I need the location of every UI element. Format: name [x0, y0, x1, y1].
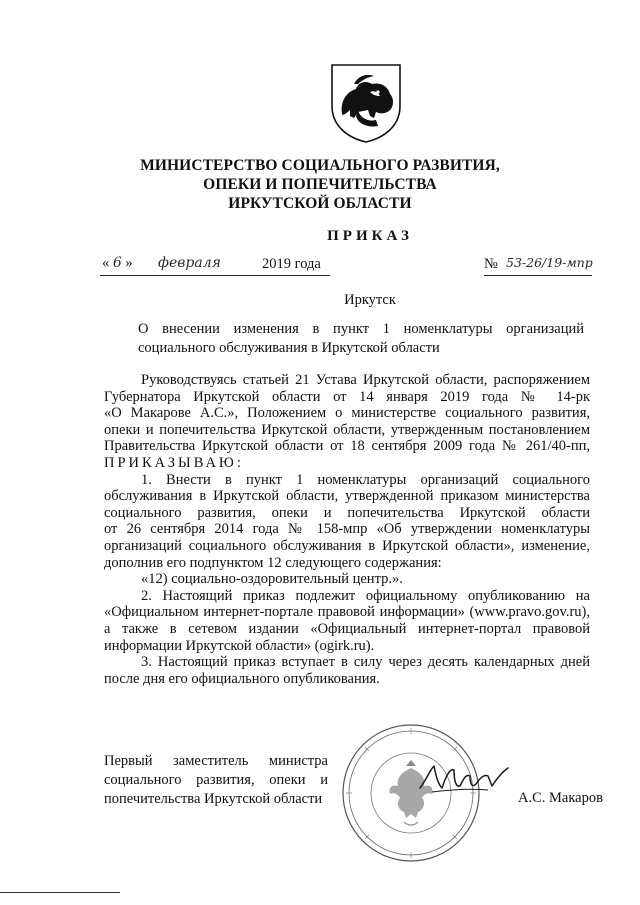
- ministry-line: ИРКУТСКОЙ ОБЛАСТИ: [228, 195, 412, 212]
- ministry-line: МИНИСТЕРСТВО СОЦИАЛЬНОГО РАЗВИТИЯ,: [140, 157, 500, 174]
- number-sign: №: [484, 256, 498, 272]
- body-line: «О Макарове А.С.», Положением о министерстве социального развития,: [104, 405, 590, 422]
- order-subject: [138, 320, 584, 358]
- ministry-name: [100, 156, 540, 213]
- body-line: Правительства Иркутской области от 18 сентября 2009 года № 261/40-пп,: [104, 438, 590, 455]
- signatory-title: [104, 752, 328, 809]
- body-line: от 26 сентября 2014 года № 158-мпр «Об утверждении номенклатуры: [104, 521, 590, 538]
- body-line: 2. Настоящий приказ подлежит официальному опубликованию на: [141, 587, 590, 604]
- subject-line: О внесении изменения в пункт 1 номенклатуры организаций: [138, 321, 584, 337]
- order-year: 2019 года: [262, 256, 321, 272]
- body-line: 1. Внести в пункт 1 номенклатуры организаций социального: [141, 471, 590, 488]
- body-line: обслуживания в Иркутской области, утвержденной приказом министерства: [104, 488, 590, 505]
- signatory-line: Первый заместитель министра: [104, 753, 328, 769]
- city: Иркутск: [344, 292, 396, 308]
- body-line: информации Иркутской области» (ogirk.ru).: [104, 637, 375, 654]
- subject-line: социального обслуживания в Иркутской области: [138, 340, 440, 356]
- body-line: «12) социально-оздоровительный центр.».: [141, 571, 403, 588]
- quote-close: »: [125, 255, 133, 271]
- order-day: 6: [112, 255, 122, 271]
- body-line: после дня его официального опубликования.: [104, 670, 380, 687]
- signatory-line: социального развития, опеки и: [104, 772, 328, 788]
- body-line: опеки и попечительства Иркутской области, утвержденным постановлением: [104, 421, 590, 438]
- order-month: февраля: [158, 255, 221, 271]
- body-line: социального развития, опеки и попечительства Иркутской области: [104, 504, 590, 521]
- body-line-prikazyvayu: ПРИКАЗЫВАЮ:: [104, 454, 244, 471]
- ministry-line: ОПЕКИ И ПОПЕЧИТЕЛЬСТВА: [203, 176, 437, 193]
- order-number: [484, 253, 592, 276]
- body-line: а также в сетевом издании «Официальный интернет-портал правовой: [104, 620, 590, 637]
- quote-open: «: [102, 255, 110, 271]
- order-number-value: 53-26/19-мпр: [506, 255, 593, 270]
- order-title: ПРИКАЗ: [327, 228, 413, 244]
- body-line: 3. Настоящий приказ вступает в силу через десять календарных дней: [141, 654, 590, 671]
- order-body: [104, 372, 590, 687]
- signatory-line: попечительства Иркутской области: [104, 791, 323, 807]
- body-line: «Официальном интернет-портале правовой информации» (www.pravo.gov.ru),: [104, 604, 590, 621]
- body-line: организаций социального обслуживания в Иркутской области», изменение,: [104, 537, 590, 554]
- date-number-line: [100, 253, 592, 277]
- body-line: дополнив его подпунктом 12 следующего содержания:: [104, 554, 442, 571]
- footer-rule: [0, 892, 120, 893]
- handwritten-signature-icon: [418, 758, 510, 800]
- signatory-name: А.С. Макаров: [518, 790, 603, 806]
- coat-of-arms-icon: [328, 62, 404, 144]
- order-date: [100, 253, 330, 276]
- body-line: Губернатора Иркутской области от 14 января 2019 года № 14-рк: [104, 388, 590, 405]
- body-line: Руководствуясь статьей 21 Устава Иркутской области, распоряжением: [141, 372, 590, 388]
